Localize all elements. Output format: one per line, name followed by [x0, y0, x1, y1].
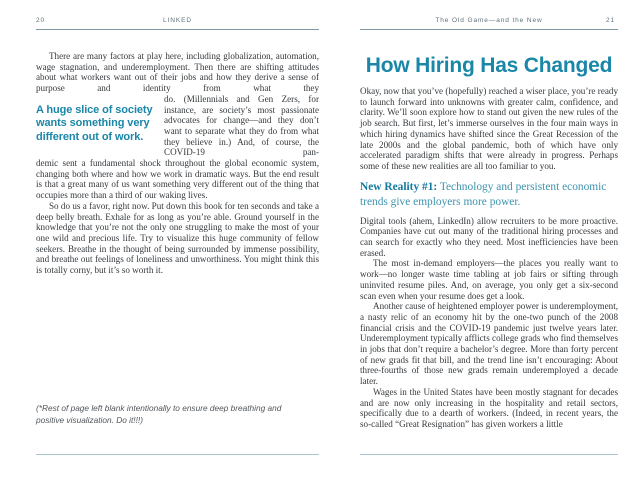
header-rule-right — [360, 29, 618, 30]
footnote: (*Rest of page left blank intentionally to ensure deep breathing and positive visualization. Do it!!!) — [36, 403, 282, 425]
paragraph: The most in-demand employers—the places you really want to work—no longer waste time tabling at job fairs or sifting through uninvited resume piles. And, on average, you only get a six-second scan even when your resume does get a look. — [360, 258, 618, 301]
left-page — [36, 14, 319, 455]
right-page — [360, 14, 618, 455]
footer-rule-right — [360, 454, 618, 455]
running-head-right: The Old Game—and the New — [435, 17, 543, 24]
footer-rule-left — [36, 454, 319, 455]
paragraph: There are many factors at play here, including globalization, automation, wage stagnation, and underemployment. Then there are shifting attitudes about what workers want out of their jobs and how they derive a sense of purpose and identity from what they — [36, 51, 319, 94]
paragraph: demic sent a fundamental shock throughout the global economic system, changing both where and how we work in dramatic ways. But the end result is that a great many of us want something very different out of the thing that occupies more than a third of our waking lives. — [36, 158, 319, 201]
paragraph: Okay, now that you’ve (hopefully) reached a wiser place, you’re ready to launch forward into unknowns with greater calm, confidence, and clarity. We’ll soon explore how to stand out given the new rules of the job search. But first, let’s immerse ourselves in the four main ways in which hiring dynamics have shifted since the Great Recession of the late 2000s and the global pandemic, both of which have only accelerated paradigm shifts that were already in progress. Perhaps some of these new realities are all too familiar to you. — [360, 86, 618, 171]
header-rule-left — [36, 29, 319, 30]
running-head-left: LINKED — [163, 17, 192, 24]
right-page-header — [360, 14, 618, 24]
page-number-left: 20 — [36, 17, 46, 24]
paragraph-wrap: do. (Millennials and Gen Zers, for instance, are society’s most passionate advocates for change—and they don’t want to separate what they do from what they believe in.) And, of course, the COVID-19 pan- — [164, 93, 319, 158]
pull-quote-row — [36, 94, 319, 158]
left-page-header — [36, 14, 319, 24]
right-page-body — [360, 86, 618, 430]
subheading-label: New Reality #1: — [360, 180, 438, 193]
paragraph: So do us a favor, right now. Put down this book for ten seconds and take a deep belly breath. Exhale for as long as you’re able. Ground yourself in the knowledge that you’re not the only one struggling to make the most of your one wild and precious life. Try to visualize this huge community of fellow seekers. Breathe in the thought of being surrounded by immense possibility, and breathe out feelings of loneliness and unworthiness. You might think this is totally corny, but it’s so worth it. — [36, 200, 319, 276]
paragraph: Digital tools (ahem, LinkedIn) allow recruiters to be more proactive. Companies have cut out many of the traditional hiring processes and can search for exactly who they need. Most inefficiencies have been erased. — [360, 215, 618, 258]
pull-quote: A huge slice of society wants something very different out of work. — [36, 103, 153, 143]
chapter-title: How Hiring Has Changed — [365, 54, 613, 77]
paragraph: Another cause of heightened employer power is underemployment, a nasty relic of an economy hit by the one-two punch of the 2008 financial crisis and the COVID-19 pandemic just twelve years later. Underemployment typically afflicts college grads who find themselves in jobs that don’t require a bachelor’s degree. More than forty percent of new grads fit that bill, and the trend line isn’t encouraging: About three-fourths of those new grads remain underemployed a decade later. — [360, 301, 618, 387]
subheading-text: Technology and persistent economic trends give employers more power. — [360, 180, 607, 208]
section-subheading — [360, 180, 618, 210]
page-number-right: 21 — [606, 17, 616, 24]
left-page-body — [36, 51, 319, 276]
paragraph: Wages in the United States have been mostly stagnant for decades and are now only increasing in the hospitality and retail sectors, specifically due to a dearth of workers. (Indeed, in recent years, the so-called “Great Resignation” has given workers a little — [360, 386, 618, 429]
